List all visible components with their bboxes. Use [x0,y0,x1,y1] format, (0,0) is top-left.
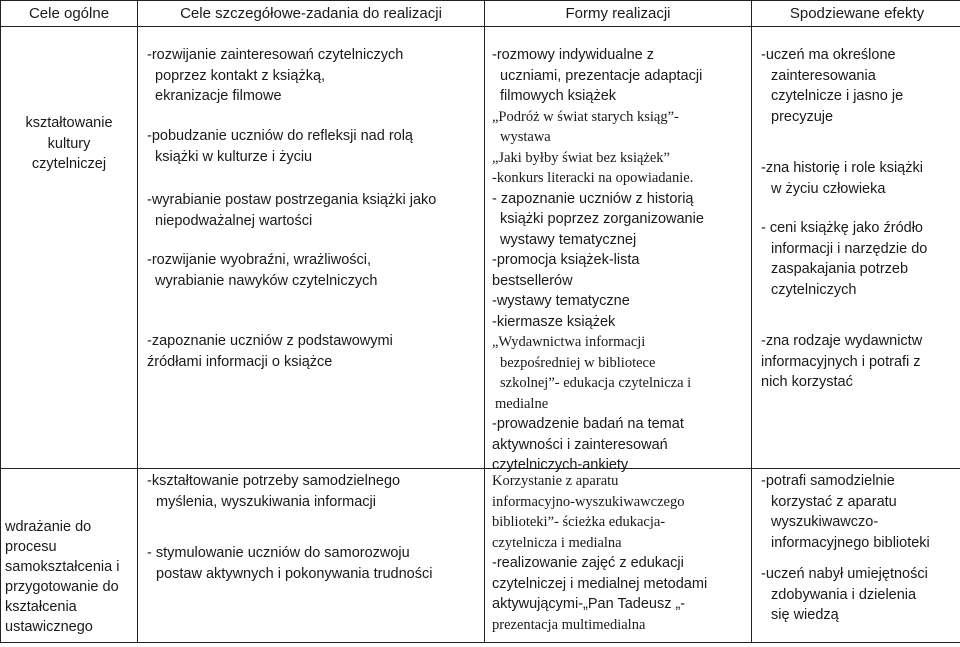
effect-item: -potrafi samodzielnie korzystać z aparatu wyszukiwawczo- informacyjnego biblioteki [761,473,930,551]
header-specific-goals: Cele szczegółowe-zadania do realizacji [138,1,485,27]
goal-text: wdrażanie do procesu samokształcenia i przygotowanie do kształcenia ustawicznego [5,519,120,635]
forms-text: -rozmowy indywidualne z uczniami, prezentacje adaptacji filmowych książek „Podróż w świat starych ksiąg”- wystawa „Jaki byłby świat bez książek” -konkurs literacki na opowiadanie. - zapoznanie uczniów z historią książki poprzez zorganizowanie wystawy tematycznej -promocja książek-lista bestsellerów -wystawy tematyczne -kiermasze książek „Wydawnictwa informacji bezpośredniej w bibliotece szkolnej”- edukacja czytelnicza i medialne -prowadzenie badań na temat aktywności i zainteresowań czytelniczych-ankiety [492,47,704,473]
goal-cell [1,27,138,469]
header-general-goals: Cele ogólne [1,1,138,27]
task-item: -kształtowanie potrzeby samodzielnego myślenia, wyszukiwania informacji [147,473,401,510]
forms-text: Korzystanie z aparatu informacyjno-wyszukiwawczego biblioteki”- ścieżka edukacja- czytelnicza i medialna -realizowanie zajęć z edukacji czytelniczej i medialnej metodami aktywującymi-„Pan Tadeusz „- prezentacja multimedialna [492,473,708,633]
effect-item: -uczeń nabył umiejętności zdobywania i dzielenia się wiedzą [761,566,928,623]
table-row [1,469,960,643]
table-row [1,27,960,469]
header-forms: Formy realizacji [485,1,752,27]
goal-text: kształtowanie kultury czytelniczej [25,115,113,172]
task-item: -rozwijanie wyobraźni, wrażliwości, wyrabianie nawyków czytelniczych [147,252,378,289]
effects-cell [752,469,960,643]
effect-item: -zna historię i role książki w życiu człowieka [761,160,923,197]
forms-cell [485,27,752,473]
goal-cell [1,469,138,643]
task-item: -wyrabianie postaw postrzegania książki jako niepodważalnej wartości [147,192,437,229]
tasks-cell [138,27,485,469]
task-item: -zapoznanie uczniów z podstawowymi źródłami informacji o książce [147,333,393,370]
forms-cell [485,469,752,643]
header-row [1,1,960,27]
effect-item: -zna rodzaje wydawnictw informacyjnych i potrafi z nich korzystać [761,333,923,390]
effect-item: -uczeń ma określone zainteresowania czytelnicze i jasno je precyzuje [761,47,904,125]
header-effects: Spodziewane efekty [752,1,960,27]
task-item: - stymulowanie uczniów do samorozwoju postaw aktywnych i pokonywania trudności [147,545,433,582]
effect-item: - ceni książkę jako źródło informacji i narzędzie do zaspakajania potrzeb czytelniczych [761,220,928,298]
task-item: -pobudzanie uczniów do refleksji nad rolą książki w kulturze i życiu [147,128,413,165]
effects-cell [752,27,960,469]
task-item: -rozwijanie zainteresowań czytelniczych poprzez kontakt z książką, ekranizacje filmowe [147,47,404,104]
tasks-cell [138,469,485,643]
